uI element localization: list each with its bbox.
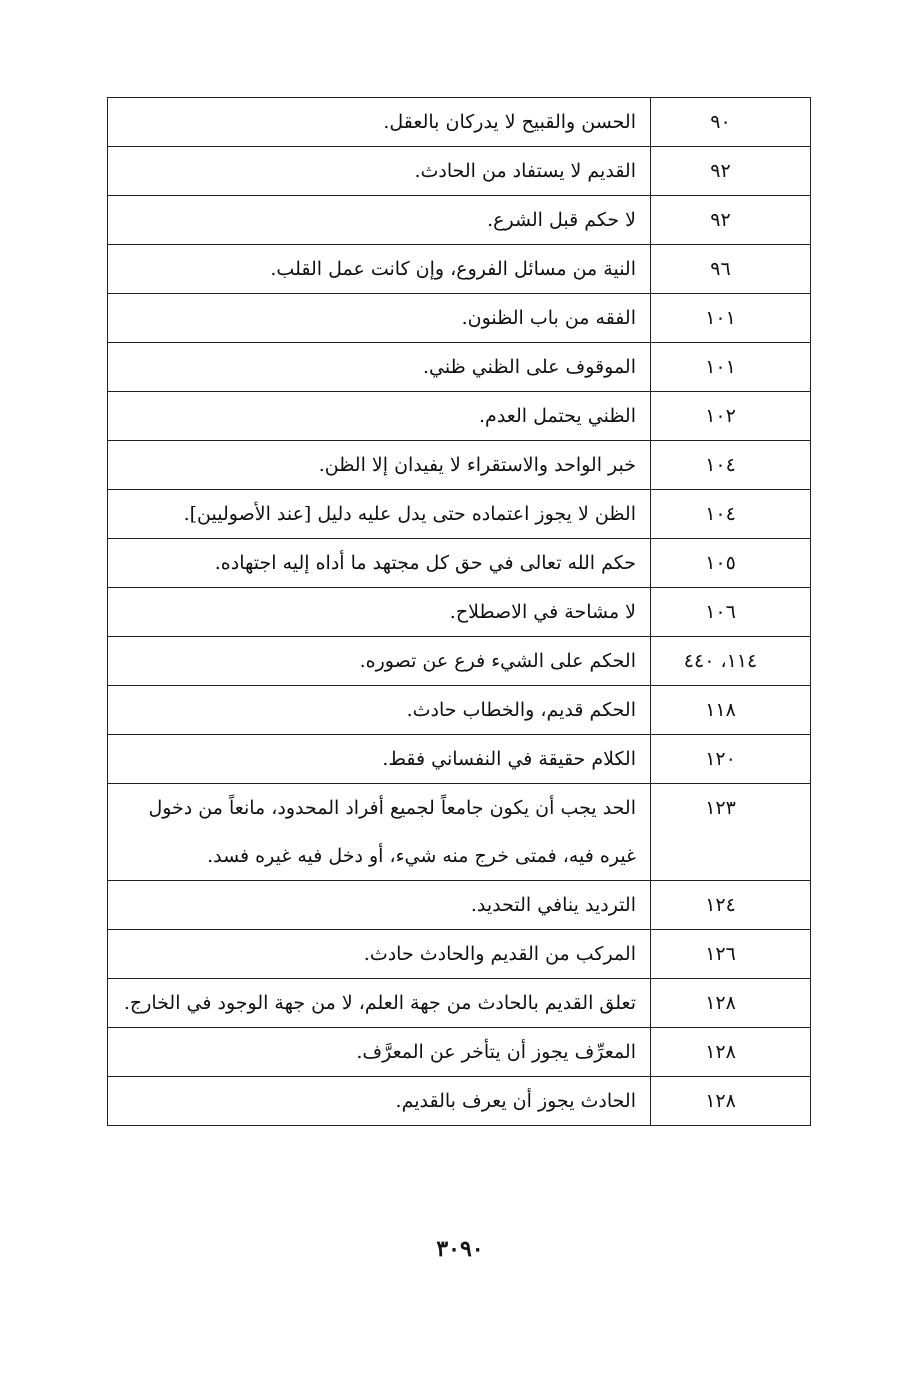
page-reference-cell [651, 735, 811, 784]
page-number: ٣٠٩٠ [436, 1236, 484, 1262]
table-row [108, 490, 811, 539]
table-row [108, 588, 811, 637]
rule-text: الظن لا يجوز اعتماده حتى يدل عليه دليل [عند الأصوليين]. [108, 490, 651, 539]
page-reference: ١٢٦ [705, 943, 736, 965]
table-row [108, 637, 811, 686]
table-row [108, 441, 811, 490]
page-reference: ١٠١ [705, 307, 736, 329]
rule-text: حكم الله تعالى في حق كل مجتهد ما أداه إليه اجتهاده. [108, 539, 651, 588]
page-reference-cell [651, 343, 811, 392]
index-table-body [108, 98, 811, 1126]
rule-text: الترديد ينافي التحديد. [108, 881, 651, 930]
page-reference-cell [651, 637, 811, 686]
table-row [108, 686, 811, 735]
table-row [108, 147, 811, 196]
page-reference: ١٢٤ [705, 894, 736, 916]
rule-text: الحادث يجوز أن يعرف بالقديم. [108, 1077, 651, 1126]
page-reference: ١٢٨ [705, 992, 736, 1014]
page-reference: ١٠١ [705, 356, 736, 378]
page-reference: ٩٠ [710, 111, 731, 133]
table-row [108, 1028, 811, 1077]
page-reference-cell [651, 1077, 811, 1126]
page-reference-cell [651, 392, 811, 441]
page-reference-cell [651, 784, 811, 881]
table-row [108, 930, 811, 979]
page-reference-cell [651, 490, 811, 539]
table-row [108, 735, 811, 784]
page-reference-cell [651, 539, 811, 588]
page-reference-cell [651, 147, 811, 196]
rule-text: خبر الواحد والاستقراء لا يفيدان إلا الظن. [108, 441, 651, 490]
page-reference-cell [651, 588, 811, 637]
page-reference-cell [651, 98, 811, 147]
table-row [108, 881, 811, 930]
page-reference: ٩٢ [710, 160, 731, 182]
page-reference-cell [651, 979, 811, 1028]
table-row [108, 979, 811, 1028]
rule-text: تعلق القديم بالحادث من جهة العلم، لا من جهة الوجود في الخارج. [108, 979, 651, 1028]
page-reference-cell [651, 245, 811, 294]
rule-text: لا حكم قبل الشرع. [108, 196, 651, 245]
table-row [108, 343, 811, 392]
page-reference-cell [651, 930, 811, 979]
table-row [108, 245, 811, 294]
table-row [108, 392, 811, 441]
page-reference: ٩٦ [710, 258, 731, 280]
page-reference-cell [651, 294, 811, 343]
rule-text: لا مشاحة في الاصطلاح. [108, 588, 651, 637]
rule-text: الظني يحتمل العدم. [108, 392, 651, 441]
page-reference: ١٢٨ [705, 1090, 736, 1112]
page-reference: ١٢٨ [705, 1041, 736, 1063]
rule-text: الموقوف على الظني ظني. [108, 343, 651, 392]
page-reference: ١١٨ [705, 699, 736, 721]
rule-text: الحسن والقبيح لا يدركان بالعقل. [108, 98, 651, 147]
page-reference-cell [651, 686, 811, 735]
page-reference: ١١٤، ٤٤٠ [683, 650, 758, 672]
page-reference-cell [651, 881, 811, 930]
rule-text: القديم لا يستفاد من الحادث. [108, 147, 651, 196]
table-row [108, 539, 811, 588]
page-reference-cell [651, 1028, 811, 1077]
table-row [108, 196, 811, 245]
page-reference: ١٠٦ [705, 601, 736, 623]
rule-text: المركب من القديم والحادث حادث. [108, 930, 651, 979]
rule-text: الحكم على الشيء فرع عن تصوره. [108, 637, 651, 686]
page-reference-cell [651, 441, 811, 490]
page-reference: ١٠٤ [705, 454, 736, 476]
index-table [107, 97, 811, 1126]
page-reference: ٩٢ [710, 209, 731, 231]
rule-text: الكلام حقيقة في النفساني فقط. [108, 735, 651, 784]
table-row [108, 294, 811, 343]
rule-text: الفقه من باب الظنون. [108, 294, 651, 343]
table-row [108, 784, 811, 881]
page-reference: ١٠٢ [705, 405, 736, 427]
table-row [108, 98, 811, 147]
rule-text: الحكم قديم، والخطاب حادث. [108, 686, 651, 735]
page-reference: ١٢٠ [705, 748, 736, 770]
page-reference: ١٢٣ [705, 797, 736, 819]
rule-text: الحد يجب أن يكون جامعاً لجميع أفراد المحدود، مانعاً من دخول غيره فيه، فمتى خرج منه شيء، أو دخل فيه غيره فسد. [108, 784, 651, 881]
page-reference-cell [651, 196, 811, 245]
table-row [108, 1077, 811, 1126]
rule-text: النية من مسائل الفروع، وإن كانت عمل القلب. [108, 245, 651, 294]
page-reference: ١٠٤ [705, 503, 736, 525]
page-reference: ١٠٥ [705, 552, 736, 574]
rule-text: المعرِّف يجوز أن يتأخر عن المعرَّف. [108, 1028, 651, 1077]
